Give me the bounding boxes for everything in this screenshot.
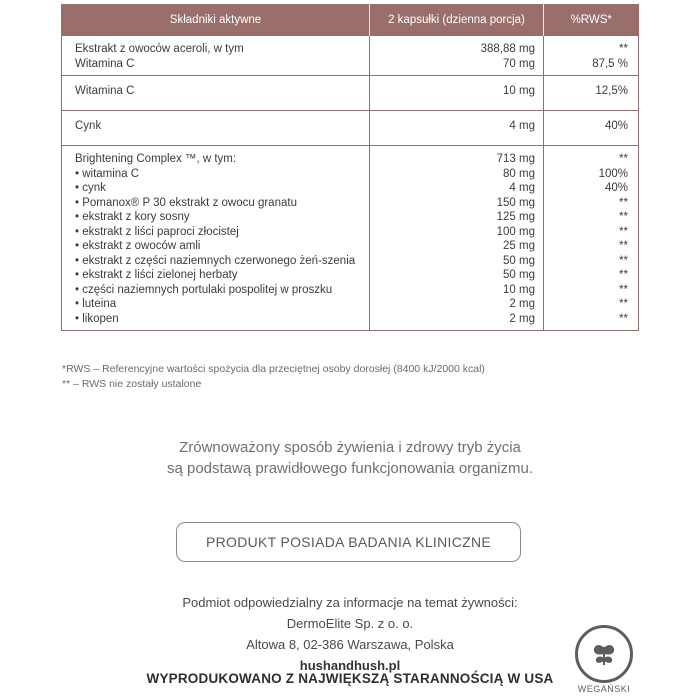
ingredient-line: • ekstrakt z owoców amli bbox=[75, 240, 201, 252]
header-ingredients: Składniki aktywne bbox=[62, 4, 370, 36]
ingredient-line: Cynk bbox=[75, 120, 102, 132]
table-row bbox=[62, 111, 639, 146]
header-daily-dose: 2 kapsułki (dzienna porcja) bbox=[370, 4, 544, 36]
amount-line: 2 mg bbox=[509, 312, 535, 325]
rws-line: ** bbox=[619, 283, 628, 296]
rws-cell bbox=[544, 111, 639, 146]
amount-line: 4 mg bbox=[509, 120, 535, 132]
amount-line: 80 mg bbox=[503, 167, 535, 180]
rws-cell bbox=[544, 146, 639, 331]
made-in-usa-text: WYPRODUKOWANO Z NAJWIĘKSZĄ STARANNOŚCIĄ W USA bbox=[146, 671, 554, 686]
ingredient-line: • cynk bbox=[75, 182, 106, 194]
ingredient-line: • części naziemnych portulaki pospolitej w proszku bbox=[75, 283, 333, 296]
ingredient-line: Ekstrakt z owoców aceroli, w tym bbox=[75, 43, 244, 55]
ingredient-line: • likopen bbox=[75, 312, 119, 325]
table-row bbox=[62, 76, 639, 111]
responsible-intro: Podmiot odpowiedzialny za informacje na temat żywności: bbox=[182, 595, 518, 610]
rws-line: ** bbox=[619, 269, 628, 281]
company-address: Altowa 8, 02-386 Warszawa, Polska bbox=[246, 637, 454, 652]
amount-cell bbox=[370, 111, 544, 146]
table-header-row bbox=[62, 4, 639, 36]
ingredient-line: • Pomanox® P 30 ekstrakt z owocu granatu bbox=[75, 196, 297, 209]
rws-line: 12,5% bbox=[595, 85, 628, 97]
rws-line: 100% bbox=[598, 167, 628, 180]
rws-line: ** bbox=[619, 254, 628, 267]
company-name: DermoElite Sp. z o. o. bbox=[286, 616, 414, 631]
rws-line: ** bbox=[619, 240, 628, 252]
rws-line: ** bbox=[619, 153, 628, 165]
rws-line: ** bbox=[619, 211, 628, 223]
amount-line: 10 mg bbox=[503, 283, 535, 296]
rws-line: ** bbox=[619, 196, 628, 209]
amount-line: 50 mg bbox=[503, 269, 535, 281]
ingredient-line: • witamina C bbox=[75, 167, 140, 180]
amount-line: 125 mg bbox=[496, 211, 535, 223]
ingredient-line: • luteina bbox=[75, 298, 117, 310]
amount-line: 70 mg bbox=[503, 57, 535, 70]
header-rws: %RWS* bbox=[544, 4, 639, 36]
amount-line: 2 mg bbox=[509, 298, 535, 310]
vegan-badge bbox=[575, 625, 633, 683]
leaf-icon bbox=[588, 638, 620, 670]
ingredient-cell bbox=[62, 146, 370, 331]
amount-cell bbox=[370, 76, 544, 111]
table-row bbox=[62, 146, 639, 331]
rws-line: ** bbox=[619, 43, 628, 55]
rws-line: ** bbox=[619, 298, 628, 310]
rws-line: ** bbox=[619, 225, 628, 238]
amount-line: 150 mg bbox=[496, 196, 535, 209]
footnote-not-set: ** – RWS nie zostały ustalone bbox=[62, 378, 202, 390]
amount-line: 713 mg bbox=[496, 153, 535, 165]
ingredient-line: Brightening Complex ™, w tym: bbox=[75, 153, 237, 165]
rws-line: 40% bbox=[604, 120, 628, 132]
rws-cell bbox=[544, 76, 639, 111]
table-row bbox=[62, 36, 639, 76]
website-link[interactable]: hushandhush.pl bbox=[299, 658, 401, 673]
ingredient-cell bbox=[62, 111, 370, 146]
rws-line: 87,5 % bbox=[592, 57, 628, 70]
footnote-rws: *RWS – Referencyjne wartości spożycia dla przeciętnej osoby dorosłej (8400 kJ/2000 kcal) bbox=[62, 363, 485, 375]
nutrition-table bbox=[61, 4, 639, 331]
ingredient-cell bbox=[62, 36, 370, 76]
clinical-studies-badge: PRODUKT POSIADA BADANIA KLINICZNE bbox=[176, 522, 521, 562]
amount-line: 100 mg bbox=[496, 225, 535, 238]
ingredient-line: • ekstrakt z liści zielonej herbaty bbox=[75, 269, 238, 281]
lifestyle-line-2: są podstawą prawidłowego funkcjonowania organizmu. bbox=[166, 460, 534, 477]
ingredient-line: • ekstrakt z liści paproci złocistej bbox=[75, 225, 239, 238]
amount-cell bbox=[370, 146, 544, 331]
ingredient-cell bbox=[62, 76, 370, 111]
vegan-label: WEGAŃSKI bbox=[577, 684, 631, 694]
amount-line: 10 mg bbox=[503, 85, 535, 97]
amount-line: 388,88 mg bbox=[480, 43, 535, 55]
rws-cell bbox=[544, 36, 639, 76]
ingredient-line: • ekstrakt z kory sosny bbox=[75, 211, 190, 223]
ingredient-line: • ekstrakt z części naziemnych czerwonego żeń-szenia bbox=[75, 254, 356, 267]
amount-cell bbox=[370, 36, 544, 76]
amount-line: 50 mg bbox=[503, 254, 535, 267]
amount-line: 4 mg bbox=[509, 182, 535, 194]
lifestyle-note bbox=[0, 437, 700, 479]
rws-line: 40% bbox=[604, 182, 628, 194]
lifestyle-line-1: Zrównoważony sposób żywienia i zdrowy tryb życia bbox=[179, 439, 521, 456]
ingredient-line: Witamina C bbox=[75, 85, 135, 97]
rws-line: ** bbox=[619, 312, 628, 325]
amount-line: 25 mg bbox=[503, 240, 535, 252]
ingredient-line: Witamina C bbox=[75, 57, 135, 70]
